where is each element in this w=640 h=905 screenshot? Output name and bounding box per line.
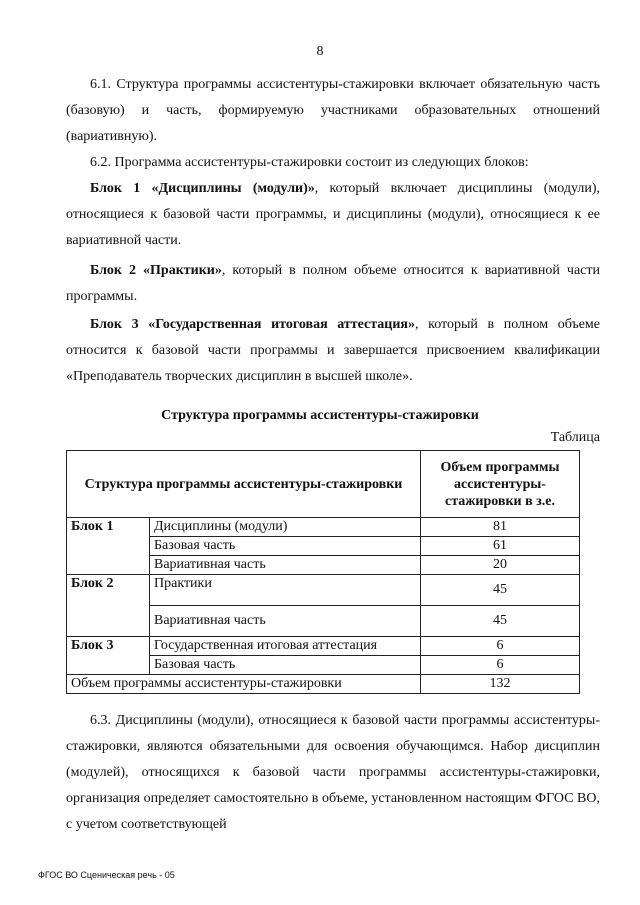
block-1-title: Блок 1 «Дисциплины (модули)» [90,181,315,196]
row-value: 81 [421,518,580,537]
paragraph-6-2: 6.2. Программа ассистентуры-стажировки состоит из следующих блоков: [90,155,529,170]
total-label: Объем программы ассистентуры-стажировки [67,675,421,694]
block-1-text: , который включает дисциплины (модули), относящиеся к базовой части программы, и дисциплины (модули), относящиеся к ее вариативной части. [66,181,600,248]
table-label: Таблица [550,430,600,445]
block-3-title: Блок 3 «Государственная итоговая аттестация» [90,317,416,332]
table-total-row [67,675,580,694]
page-number: 8 [316,44,324,59]
table-header-row [67,451,580,518]
row-value: 45 [421,575,580,606]
block-2-text: , который в полном объеме относится к вариативной части программы. [66,263,600,304]
row-name: Дисциплины (модули) [150,518,421,537]
header-volume: Объем программы ассистентуры-стажировки в з.е. [421,451,580,518]
paragraph-block-3 [66,312,600,390]
paragraph-6-1: 6.1. Структура программы ассистентуры-стажировки включает обязательную часть (базовую) и часть, формируемую участниками образовательных отношений (вариативную). [66,77,600,144]
paragraph-6-3: 6.3. Дисциплины (модули), относящиеся к базовой части программы ассистентуры-стажировки, являются обязательными для освоения обучающимся. Набор дисциплин (модулей), относящихся к базовой части программы ассистентуры-стажировки, организация определяет самостоятельно в объеме, установленном настоящим ФГОС ВО, с учетом соответствующей [66,713,600,832]
block-cell: Блок 3 [67,637,150,675]
row-value: 6 [421,656,580,675]
row-name: Базовая часть [150,537,421,556]
block-cell: Блок 2 [67,575,150,637]
structure-table [66,450,580,694]
table-row [67,575,580,606]
block-3-text: , который в полном объеме относится к базовой части программы и завершается присвоением квалификации «Преподаватель творческих дисциплин в высшей школе». [66,317,600,384]
table-row [67,518,580,537]
row-value: 20 [421,556,580,575]
header-structure: Структура программы ассистентуры-стажировки [67,451,421,518]
row-value: 6 [421,637,580,656]
table-title: Структура программы ассистентуры-стажировки [161,408,479,423]
row-name: Практики [150,575,421,606]
row-name: Базовая часть [150,656,421,675]
paragraph-block-1 [66,176,600,254]
row-name: Государственная итоговая аттестация [150,637,421,656]
block-cell: Блок 1 [67,518,150,575]
row-name: Вариативная часть [150,606,421,637]
paragraph-block-2 [66,258,600,310]
row-value: 61 [421,537,580,556]
total-value: 132 [421,675,580,694]
row-value: 45 [421,606,580,637]
block-2-title: Блок 2 «Практики» [90,263,222,278]
row-name: Вариативная часть [150,556,421,575]
table-row [67,637,580,656]
footer-note: ФГОС ВО Сценическая речь - 05 [38,870,175,880]
